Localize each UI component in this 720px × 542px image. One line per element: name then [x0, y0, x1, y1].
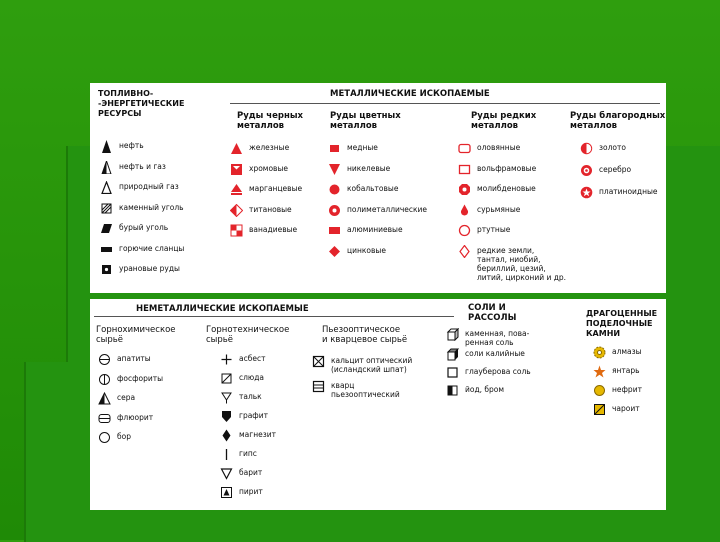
legend-item [328, 164, 390, 176]
legend-label: нефрит [612, 385, 642, 394]
legend-item [220, 354, 265, 366]
legend-label: слюда [239, 373, 265, 382]
outlined-down-triangle-icon [220, 467, 233, 480]
legend-label: графит [239, 411, 268, 420]
legend-item [446, 329, 529, 347]
legend-item [458, 184, 578, 196]
legend-label: янтарь [612, 366, 640, 375]
legend-label: сера [117, 393, 136, 402]
cube-dark-icon [446, 348, 459, 361]
legend-item [328, 143, 378, 155]
legend-item [446, 385, 504, 397]
down-triangle-line-icon [220, 391, 233, 404]
precious-metals-header: Руды благородных металлов [570, 111, 666, 131]
circle-with-vertical-line-icon [98, 373, 111, 386]
nonmetal-header-rule [94, 316, 454, 317]
crossed-square-icon [312, 355, 325, 368]
black-diamond-icon [220, 429, 233, 442]
half-black-triangle-icon [98, 392, 111, 405]
red-star-circle-icon [580, 186, 593, 199]
legend-label: соли калийные [465, 349, 525, 358]
legend-label: горючие сланцы [119, 243, 185, 253]
legend-item [458, 205, 578, 217]
legend-label: редкие земли, тантал, ниобий, бериллий, цезий, литий, цирконий и др. [477, 245, 567, 282]
legend-label: вольфрамовые [477, 163, 537, 173]
legend-label: марганцевые [249, 184, 303, 193]
legend-item [100, 244, 184, 256]
legend-label: гипс [239, 449, 257, 458]
tech-header: Горнотехническое сырьё [206, 325, 290, 345]
metal-header: МЕТАЛЛИЧЕСКИЕ ИСКОПАЕМЫЕ [330, 89, 490, 99]
legend-label: флюорит [117, 412, 154, 422]
legend-item [100, 141, 144, 153]
legend-label: золото [599, 143, 626, 152]
legend-label: кальцит оптический (исландский шпат) [331, 356, 413, 374]
piezo-header: Пьезооптическое и кварцевое сырьё [322, 325, 408, 345]
vertical-line-icon [220, 448, 233, 461]
legend-item [230, 184, 302, 196]
legend-item [220, 449, 257, 461]
legend-label: нефть [119, 141, 144, 150]
legend-label: пирит [239, 487, 263, 496]
half-red-circle-icon [580, 142, 593, 155]
legend-label: магнезит [239, 430, 276, 439]
legend-label: кварц пьезооптический [331, 381, 400, 399]
plus-icon [220, 353, 233, 366]
cube-icon [446, 328, 459, 341]
black-parallelogram-icon [100, 222, 113, 235]
legend-label: серебро [599, 165, 632, 174]
legend-label: молибденовые [477, 184, 536, 193]
legend-label: барит [239, 468, 263, 477]
red-hourglass-icon [230, 163, 243, 176]
half-filled-triangle-icon [100, 161, 113, 174]
legend-item [220, 468, 262, 480]
dark-square-icon [446, 384, 459, 397]
nonmetal-header: НЕМЕТАЛЛИЧЕСКИЕ ИСКОПАЕМЫЕ [136, 304, 309, 314]
legend-item [220, 392, 262, 404]
legend-label: апатиты [117, 354, 151, 363]
open-circle-icon [98, 431, 111, 444]
legend-label: тальк [239, 392, 262, 401]
legend-item [100, 162, 166, 174]
legend-item [230, 143, 289, 155]
legend-item [593, 366, 640, 378]
outlined-circle-icon [458, 224, 471, 237]
black-tall-triangle-icon [100, 140, 113, 153]
legend-item [100, 203, 184, 215]
circle-with-line-icon [98, 353, 111, 366]
legend-label: каменная, пова- ренная соль [465, 329, 530, 347]
red-diamond-icon [328, 245, 341, 258]
legend-item [100, 182, 179, 194]
legend-label: платиноидные [599, 187, 658, 196]
legend-label: ванадиевые [249, 225, 298, 234]
rounded-rect-bar-icon [98, 412, 111, 425]
legend-label: фосфориты [117, 373, 164, 383]
dotted-black-square-icon [100, 263, 113, 276]
red-wide-rectangle-icon [328, 224, 341, 237]
legend-label: хромовые [249, 163, 288, 173]
legend-label: природный газ [119, 182, 179, 191]
red-circle-white-ring-icon [580, 164, 593, 177]
legend-item [328, 225, 403, 237]
legend-label: йод, бром [465, 385, 505, 394]
legend-item [580, 143, 626, 155]
striped-square-icon [312, 380, 325, 393]
outlined-rounded-rect-icon [458, 142, 471, 155]
legend-label: медные [347, 143, 378, 152]
legend-item [593, 404, 640, 416]
legend-item [98, 354, 151, 366]
legend-item [220, 430, 276, 442]
legend-item [100, 264, 180, 276]
gems-header: ДРАГОЦЕННЫЕ ПОДЕЛОЧНЫЕ КАМНИ [586, 309, 658, 338]
red-trefoil-circle-icon [328, 204, 341, 217]
legend-item [458, 225, 578, 237]
legend-label: бор [117, 432, 131, 441]
slashed-square-icon [220, 372, 233, 385]
legend-item [328, 184, 398, 196]
legend-item [328, 246, 386, 258]
legend-item [230, 164, 288, 176]
black-bar-icon [100, 243, 113, 256]
legend-item [446, 367, 531, 379]
legend-item [312, 356, 412, 374]
legend-label: асбест [239, 354, 266, 363]
legend-label: каменный уголь [119, 202, 184, 212]
legend-item [98, 393, 135, 405]
outlined-triangle-icon [100, 181, 113, 194]
half-red-diamond-icon [230, 204, 243, 217]
red-octagon-icon [458, 183, 471, 196]
orange-star-icon [593, 365, 606, 378]
legend-item [446, 349, 525, 361]
legend-label: полиметаллические [347, 204, 428, 214]
outlined-long-diamond-icon [458, 245, 471, 258]
legend-item [220, 411, 268, 423]
color-metals-header: Руды цветных металлов [330, 111, 401, 131]
metal-header-rule [230, 103, 660, 104]
red-triangle-with-bar-icon [230, 183, 243, 196]
legend-label: урановые руды [119, 264, 180, 273]
outlined-square-icon [446, 366, 459, 379]
yellow-gear-icon [593, 346, 606, 359]
legend-item [100, 223, 168, 235]
legend-item [98, 413, 153, 425]
legend-label: титановые [249, 204, 292, 214]
yellow-slashed-square-icon [593, 403, 606, 416]
yellow-circle-icon [593, 384, 606, 397]
red-teardrop-icon [458, 204, 471, 217]
legend-label: цинковые [347, 245, 386, 255]
red-checker-square-icon [230, 224, 243, 237]
outlined-rect-icon [458, 163, 471, 176]
legend-label: оловянные [477, 143, 521, 152]
legend-item [458, 143, 578, 155]
chem-header: Горнохимическое сырьё [96, 325, 176, 345]
legend-label: никелевые [347, 163, 391, 173]
red-triangle-icon [230, 142, 243, 155]
legend-item [220, 487, 263, 499]
triangle-in-square-icon [220, 486, 233, 499]
legend-label: алюминиевые [347, 225, 403, 234]
legend-item [98, 374, 163, 386]
hatched-square-icon [100, 202, 113, 215]
rare-metals-header: Руды редких металлов [471, 111, 537, 131]
legend-label: чароит [612, 404, 640, 413]
black-shield-icon [220, 410, 233, 423]
salt-header: СОЛИ И РАССОЛЫ [468, 303, 517, 323]
legend-label: нефть и газ [119, 161, 166, 171]
legend-label: бурый уголь [119, 223, 169, 232]
legend-item [230, 225, 297, 237]
legend-label: железные [249, 143, 290, 152]
legend-label: кобальтовые [347, 184, 399, 193]
legend-item [98, 432, 131, 444]
legend-item [328, 205, 427, 217]
legend-label: ртутные [477, 225, 511, 234]
legend-item [312, 381, 400, 399]
legend-item [458, 246, 578, 282]
legend-item [593, 347, 642, 359]
legend-item [593, 385, 642, 397]
legend-item [580, 187, 658, 199]
nonmetal-legend-panel [90, 299, 666, 510]
legend-label: сурьмяные [477, 204, 521, 214]
red-square-icon [328, 142, 341, 155]
legend-label: алмазы [612, 347, 642, 356]
red-down-triangle-icon [328, 163, 341, 176]
legend-item [230, 205, 292, 217]
legend-label: глауберова соль [465, 367, 531, 376]
legend-item [580, 165, 631, 177]
metal-legend-panel [90, 83, 666, 293]
black-metals-header: Руды черных металлов [237, 111, 304, 131]
legend-item [458, 164, 578, 176]
legend-item [220, 373, 264, 385]
red-circle-icon [328, 183, 341, 196]
fuel-header: ТОПЛИВНО- -ЭНЕРГЕТИЧЕСКИЕ РЕСУРСЫ [98, 89, 185, 118]
